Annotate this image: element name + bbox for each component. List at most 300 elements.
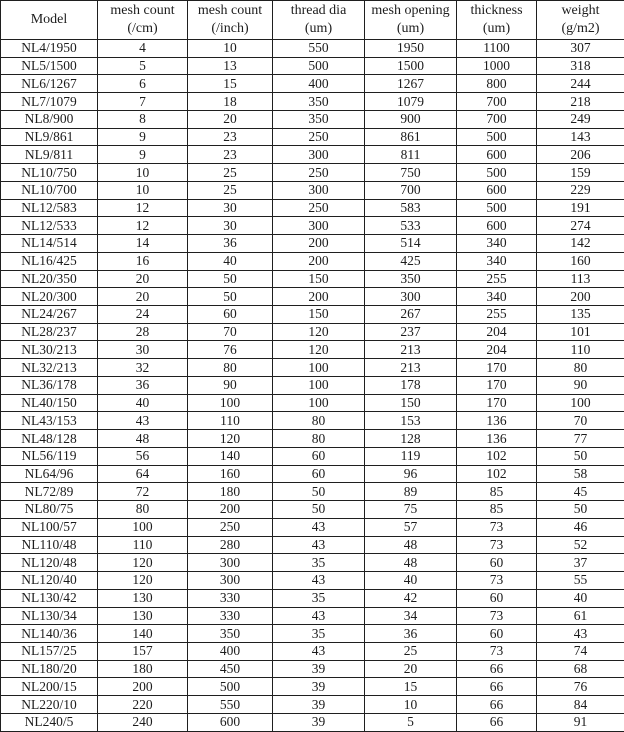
value-cell: 61 xyxy=(537,607,624,625)
value-cell: 36 xyxy=(98,376,188,394)
model-cell: NL20/350 xyxy=(1,270,98,288)
model-cell: NL10/750 xyxy=(1,164,98,182)
model-cell: NL12/533 xyxy=(1,217,98,235)
value-cell: 40 xyxy=(188,252,273,270)
value-cell: 300 xyxy=(273,217,365,235)
value-cell: 100 xyxy=(98,518,188,536)
column-label: thickness xyxy=(470,3,523,18)
value-cell: 13 xyxy=(188,57,273,75)
value-cell: 533 xyxy=(365,217,457,235)
value-cell: 500 xyxy=(273,57,365,75)
value-cell: 60 xyxy=(457,554,537,572)
value-cell: 120 xyxy=(98,554,188,572)
value-cell: 300 xyxy=(188,572,273,590)
value-cell: 550 xyxy=(273,40,365,58)
value-cell: 80 xyxy=(273,412,365,430)
value-cell: 213 xyxy=(365,341,457,359)
model-cell: NL100/57 xyxy=(1,518,98,536)
value-cell: 52 xyxy=(537,536,624,554)
value-cell: 135 xyxy=(537,306,624,324)
model-cell: NL8/900 xyxy=(1,110,98,128)
value-cell: 102 xyxy=(457,465,537,483)
value-cell: 170 xyxy=(457,394,537,412)
value-cell: 9 xyxy=(98,128,188,146)
value-cell: 300 xyxy=(273,181,365,199)
value-cell: 43 xyxy=(537,625,624,643)
value-cell: 60 xyxy=(273,465,365,483)
value-cell: 130 xyxy=(98,607,188,625)
model-cell: NL28/237 xyxy=(1,323,98,341)
column-label: mesh count xyxy=(197,3,263,18)
table-row xyxy=(1,572,624,590)
table-row xyxy=(1,394,624,412)
table-row xyxy=(1,93,624,111)
value-cell: 9 xyxy=(98,146,188,164)
column-label: mesh opening xyxy=(371,3,450,18)
header-row xyxy=(1,1,624,40)
value-cell: 249 xyxy=(537,110,624,128)
value-cell: 58 xyxy=(537,465,624,483)
value-cell: 73 xyxy=(457,642,537,660)
value-cell: 150 xyxy=(365,394,457,412)
value-cell: 70 xyxy=(188,323,273,341)
value-cell: 28 xyxy=(98,323,188,341)
value-cell: 25 xyxy=(365,642,457,660)
column-unit: (g/m2) xyxy=(561,21,600,36)
value-cell: 204 xyxy=(457,323,537,341)
value-cell: 110 xyxy=(98,536,188,554)
table-row xyxy=(1,270,624,288)
model-cell: NL12/583 xyxy=(1,199,98,217)
value-cell: 66 xyxy=(457,678,537,696)
column-header xyxy=(457,1,537,40)
value-cell: 7 xyxy=(98,93,188,111)
model-cell: NL157/25 xyxy=(1,642,98,660)
table-row xyxy=(1,412,624,430)
value-cell: 40 xyxy=(365,572,457,590)
value-cell: 350 xyxy=(273,110,365,128)
value-cell: 73 xyxy=(457,518,537,536)
table-row xyxy=(1,625,624,643)
value-cell: 1079 xyxy=(365,93,457,111)
value-cell: 80 xyxy=(98,501,188,519)
value-cell: 20 xyxy=(98,288,188,306)
value-cell: 128 xyxy=(365,430,457,448)
table-row xyxy=(1,678,624,696)
value-cell: 12 xyxy=(98,217,188,235)
value-cell: 66 xyxy=(457,696,537,714)
model-cell: NL9/861 xyxy=(1,128,98,146)
value-cell: 5 xyxy=(98,57,188,75)
model-cell: NL140/36 xyxy=(1,625,98,643)
value-cell: 220 xyxy=(98,696,188,714)
value-cell: 120 xyxy=(188,430,273,448)
value-cell: 150 xyxy=(273,270,365,288)
value-cell: 24 xyxy=(98,306,188,324)
value-cell: 89 xyxy=(365,483,457,501)
model-cell: NL36/178 xyxy=(1,376,98,394)
value-cell: 160 xyxy=(537,252,624,270)
value-cell: 280 xyxy=(188,536,273,554)
value-cell: 23 xyxy=(188,146,273,164)
value-cell: 12 xyxy=(98,199,188,217)
table-row xyxy=(1,696,624,714)
table-row xyxy=(1,660,624,678)
table-header xyxy=(1,1,624,40)
value-cell: 500 xyxy=(188,678,273,696)
value-cell: 514 xyxy=(365,235,457,253)
value-cell: 70 xyxy=(537,412,624,430)
value-cell: 170 xyxy=(457,359,537,377)
value-cell: 60 xyxy=(188,306,273,324)
value-cell: 100 xyxy=(188,394,273,412)
value-cell: 72 xyxy=(98,483,188,501)
value-cell: 140 xyxy=(98,625,188,643)
model-cell: NL4/1950 xyxy=(1,40,98,58)
value-cell: 425 xyxy=(365,252,457,270)
value-cell: 300 xyxy=(365,288,457,306)
value-cell: 157 xyxy=(98,642,188,660)
value-cell: 600 xyxy=(457,146,537,164)
column-label: weight xyxy=(561,3,600,18)
value-cell: 110 xyxy=(188,412,273,430)
value-cell: 160 xyxy=(188,465,273,483)
value-cell: 213 xyxy=(365,359,457,377)
table-row xyxy=(1,536,624,554)
value-cell: 35 xyxy=(273,554,365,572)
value-cell: 73 xyxy=(457,536,537,554)
value-cell: 76 xyxy=(188,341,273,359)
value-cell: 43 xyxy=(273,642,365,660)
table-row xyxy=(1,164,624,182)
model-cell: NL48/128 xyxy=(1,430,98,448)
value-cell: 42 xyxy=(365,589,457,607)
value-cell: 39 xyxy=(273,713,365,731)
value-cell: 100 xyxy=(273,394,365,412)
value-cell: 45 xyxy=(537,483,624,501)
model-cell: NL10/700 xyxy=(1,181,98,199)
value-cell: 60 xyxy=(457,625,537,643)
table-row xyxy=(1,57,624,75)
value-cell: 50 xyxy=(273,501,365,519)
table-row xyxy=(1,110,624,128)
value-cell: 130 xyxy=(98,589,188,607)
column-label: thread dia xyxy=(290,3,347,18)
value-cell: 66 xyxy=(457,713,537,731)
value-cell: 206 xyxy=(537,146,624,164)
value-cell: 307 xyxy=(537,40,624,58)
value-cell: 900 xyxy=(365,110,457,128)
model-cell: NL130/34 xyxy=(1,607,98,625)
value-cell: 36 xyxy=(188,235,273,253)
value-cell: 250 xyxy=(273,199,365,217)
value-cell: 74 xyxy=(537,642,624,660)
table-row xyxy=(1,323,624,341)
value-cell: 91 xyxy=(537,713,624,731)
value-cell: 35 xyxy=(273,589,365,607)
model-cell: NL7/1079 xyxy=(1,93,98,111)
value-cell: 340 xyxy=(457,252,537,270)
table-row xyxy=(1,483,624,501)
value-cell: 46 xyxy=(537,518,624,536)
value-cell: 350 xyxy=(188,625,273,643)
table-row xyxy=(1,607,624,625)
value-cell: 113 xyxy=(537,270,624,288)
table-row xyxy=(1,252,624,270)
value-cell: 136 xyxy=(457,430,537,448)
value-cell: 250 xyxy=(273,164,365,182)
value-cell: 200 xyxy=(273,288,365,306)
value-cell: 73 xyxy=(457,607,537,625)
value-cell: 73 xyxy=(457,572,537,590)
value-cell: 120 xyxy=(98,572,188,590)
value-cell: 136 xyxy=(457,412,537,430)
value-cell: 1100 xyxy=(457,40,537,58)
model-cell: NL130/42 xyxy=(1,589,98,607)
model-cell: NL30/213 xyxy=(1,341,98,359)
table-row xyxy=(1,199,624,217)
value-cell: 25 xyxy=(188,181,273,199)
value-cell: 90 xyxy=(537,376,624,394)
value-cell: 340 xyxy=(457,235,537,253)
value-cell: 583 xyxy=(365,199,457,217)
column-header xyxy=(98,1,188,40)
value-cell: 80 xyxy=(537,359,624,377)
value-cell: 6 xyxy=(98,75,188,93)
table-row xyxy=(1,341,624,359)
value-cell: 85 xyxy=(457,501,537,519)
value-cell: 600 xyxy=(457,181,537,199)
table-row xyxy=(1,376,624,394)
table-row xyxy=(1,465,624,483)
value-cell: 255 xyxy=(457,270,537,288)
table-row xyxy=(1,288,624,306)
model-cell: NL9/811 xyxy=(1,146,98,164)
value-cell: 350 xyxy=(273,93,365,111)
value-cell: 1950 xyxy=(365,40,457,58)
value-cell: 500 xyxy=(457,164,537,182)
value-cell: 153 xyxy=(365,412,457,430)
value-cell: 84 xyxy=(537,696,624,714)
value-cell: 39 xyxy=(273,678,365,696)
table-row xyxy=(1,40,624,58)
model-cell: NL200/15 xyxy=(1,678,98,696)
value-cell: 1267 xyxy=(365,75,457,93)
model-cell: NL110/48 xyxy=(1,536,98,554)
model-cell: NL80/75 xyxy=(1,501,98,519)
column-header xyxy=(1,1,98,40)
value-cell: 330 xyxy=(188,589,273,607)
value-cell: 330 xyxy=(188,607,273,625)
value-cell: 57 xyxy=(365,518,457,536)
column-label: Model xyxy=(30,12,68,27)
value-cell: 120 xyxy=(273,341,365,359)
value-cell: 16 xyxy=(98,252,188,270)
table-row xyxy=(1,217,624,235)
model-cell: NL20/300 xyxy=(1,288,98,306)
value-cell: 43 xyxy=(273,572,365,590)
value-cell: 180 xyxy=(98,660,188,678)
value-cell: 77 xyxy=(537,430,624,448)
value-cell: 300 xyxy=(188,554,273,572)
value-cell: 39 xyxy=(273,660,365,678)
value-cell: 400 xyxy=(273,75,365,93)
value-cell: 8 xyxy=(98,110,188,128)
table-row xyxy=(1,359,624,377)
value-cell: 318 xyxy=(537,57,624,75)
value-cell: 200 xyxy=(98,678,188,696)
value-cell: 66 xyxy=(457,660,537,678)
value-cell: 50 xyxy=(188,270,273,288)
value-cell: 64 xyxy=(98,465,188,483)
model-cell: NL56/119 xyxy=(1,447,98,465)
value-cell: 36 xyxy=(365,625,457,643)
value-cell: 119 xyxy=(365,447,457,465)
table-body xyxy=(1,40,624,732)
value-cell: 15 xyxy=(365,678,457,696)
value-cell: 80 xyxy=(273,430,365,448)
column-unit: (um) xyxy=(396,21,425,36)
value-cell: 102 xyxy=(457,447,537,465)
table-row xyxy=(1,501,624,519)
value-cell: 60 xyxy=(273,447,365,465)
value-cell: 48 xyxy=(98,430,188,448)
value-cell: 5 xyxy=(365,713,457,731)
value-cell: 350 xyxy=(365,270,457,288)
value-cell: 100 xyxy=(537,394,624,412)
value-cell: 18 xyxy=(188,93,273,111)
value-cell: 50 xyxy=(537,447,624,465)
table-row xyxy=(1,447,624,465)
table-row xyxy=(1,181,624,199)
value-cell: 600 xyxy=(457,217,537,235)
value-cell: 40 xyxy=(98,394,188,412)
value-cell: 400 xyxy=(188,642,273,660)
table-row xyxy=(1,589,624,607)
model-cell: NL64/96 xyxy=(1,465,98,483)
value-cell: 32 xyxy=(98,359,188,377)
model-cell: NL32/213 xyxy=(1,359,98,377)
table-row xyxy=(1,235,624,253)
value-cell: 68 xyxy=(537,660,624,678)
value-cell: 85 xyxy=(457,483,537,501)
value-cell: 150 xyxy=(273,306,365,324)
model-cell: NL120/40 xyxy=(1,572,98,590)
value-cell: 100 xyxy=(273,359,365,377)
value-cell: 55 xyxy=(537,572,624,590)
table-row xyxy=(1,518,624,536)
table-row xyxy=(1,146,624,164)
value-cell: 75 xyxy=(365,501,457,519)
value-cell: 43 xyxy=(98,412,188,430)
value-cell: 250 xyxy=(273,128,365,146)
value-cell: 267 xyxy=(365,306,457,324)
value-cell: 274 xyxy=(537,217,624,235)
value-cell: 300 xyxy=(273,146,365,164)
value-cell: 143 xyxy=(537,128,624,146)
column-unit: (um) xyxy=(482,21,511,36)
value-cell: 25 xyxy=(188,164,273,182)
value-cell: 120 xyxy=(273,323,365,341)
value-cell: 200 xyxy=(273,252,365,270)
value-cell: 80 xyxy=(188,359,273,377)
value-cell: 110 xyxy=(537,341,624,359)
value-cell: 255 xyxy=(457,306,537,324)
value-cell: 861 xyxy=(365,128,457,146)
model-cell: NL40/150 xyxy=(1,394,98,412)
model-cell: NL220/10 xyxy=(1,696,98,714)
value-cell: 96 xyxy=(365,465,457,483)
value-cell: 340 xyxy=(457,288,537,306)
value-cell: 178 xyxy=(365,376,457,394)
value-cell: 50 xyxy=(273,483,365,501)
value-cell: 43 xyxy=(273,536,365,554)
value-cell: 20 xyxy=(188,110,273,128)
value-cell: 200 xyxy=(273,235,365,253)
column-header xyxy=(273,1,365,40)
value-cell: 34 xyxy=(365,607,457,625)
value-cell: 20 xyxy=(365,660,457,678)
model-cell: NL24/267 xyxy=(1,306,98,324)
value-cell: 30 xyxy=(188,199,273,217)
value-cell: 10 xyxy=(98,164,188,182)
value-cell: 60 xyxy=(457,589,537,607)
value-cell: 35 xyxy=(273,625,365,643)
value-cell: 218 xyxy=(537,93,624,111)
table-row xyxy=(1,713,624,731)
value-cell: 800 xyxy=(457,75,537,93)
value-cell: 50 xyxy=(537,501,624,519)
value-cell: 10 xyxy=(365,696,457,714)
value-cell: 39 xyxy=(273,696,365,714)
value-cell: 204 xyxy=(457,341,537,359)
value-cell: 170 xyxy=(457,376,537,394)
value-cell: 56 xyxy=(98,447,188,465)
value-cell: 30 xyxy=(98,341,188,359)
value-cell: 240 xyxy=(98,713,188,731)
value-cell: 40 xyxy=(537,589,624,607)
model-cell: NL43/153 xyxy=(1,412,98,430)
model-cell: NL5/1500 xyxy=(1,57,98,75)
value-cell: 43 xyxy=(273,607,365,625)
value-cell: 450 xyxy=(188,660,273,678)
value-cell: 37 xyxy=(537,554,624,572)
value-cell: 550 xyxy=(188,696,273,714)
value-cell: 237 xyxy=(365,323,457,341)
value-cell: 48 xyxy=(365,554,457,572)
value-cell: 700 xyxy=(365,181,457,199)
value-cell: 48 xyxy=(365,536,457,554)
value-cell: 140 xyxy=(188,447,273,465)
table-row xyxy=(1,75,624,93)
value-cell: 244 xyxy=(537,75,624,93)
value-cell: 700 xyxy=(457,110,537,128)
value-cell: 200 xyxy=(188,501,273,519)
value-cell: 100 xyxy=(273,376,365,394)
model-cell: NL180/20 xyxy=(1,660,98,678)
value-cell: 76 xyxy=(537,678,624,696)
column-header xyxy=(188,1,273,40)
value-cell: 15 xyxy=(188,75,273,93)
table-row xyxy=(1,128,624,146)
value-cell: 30 xyxy=(188,217,273,235)
value-cell: 500 xyxy=(457,128,537,146)
value-cell: 43 xyxy=(273,518,365,536)
value-cell: 250 xyxy=(188,518,273,536)
model-cell: NL120/48 xyxy=(1,554,98,572)
model-cell: NL16/425 xyxy=(1,252,98,270)
model-cell: NL72/89 xyxy=(1,483,98,501)
